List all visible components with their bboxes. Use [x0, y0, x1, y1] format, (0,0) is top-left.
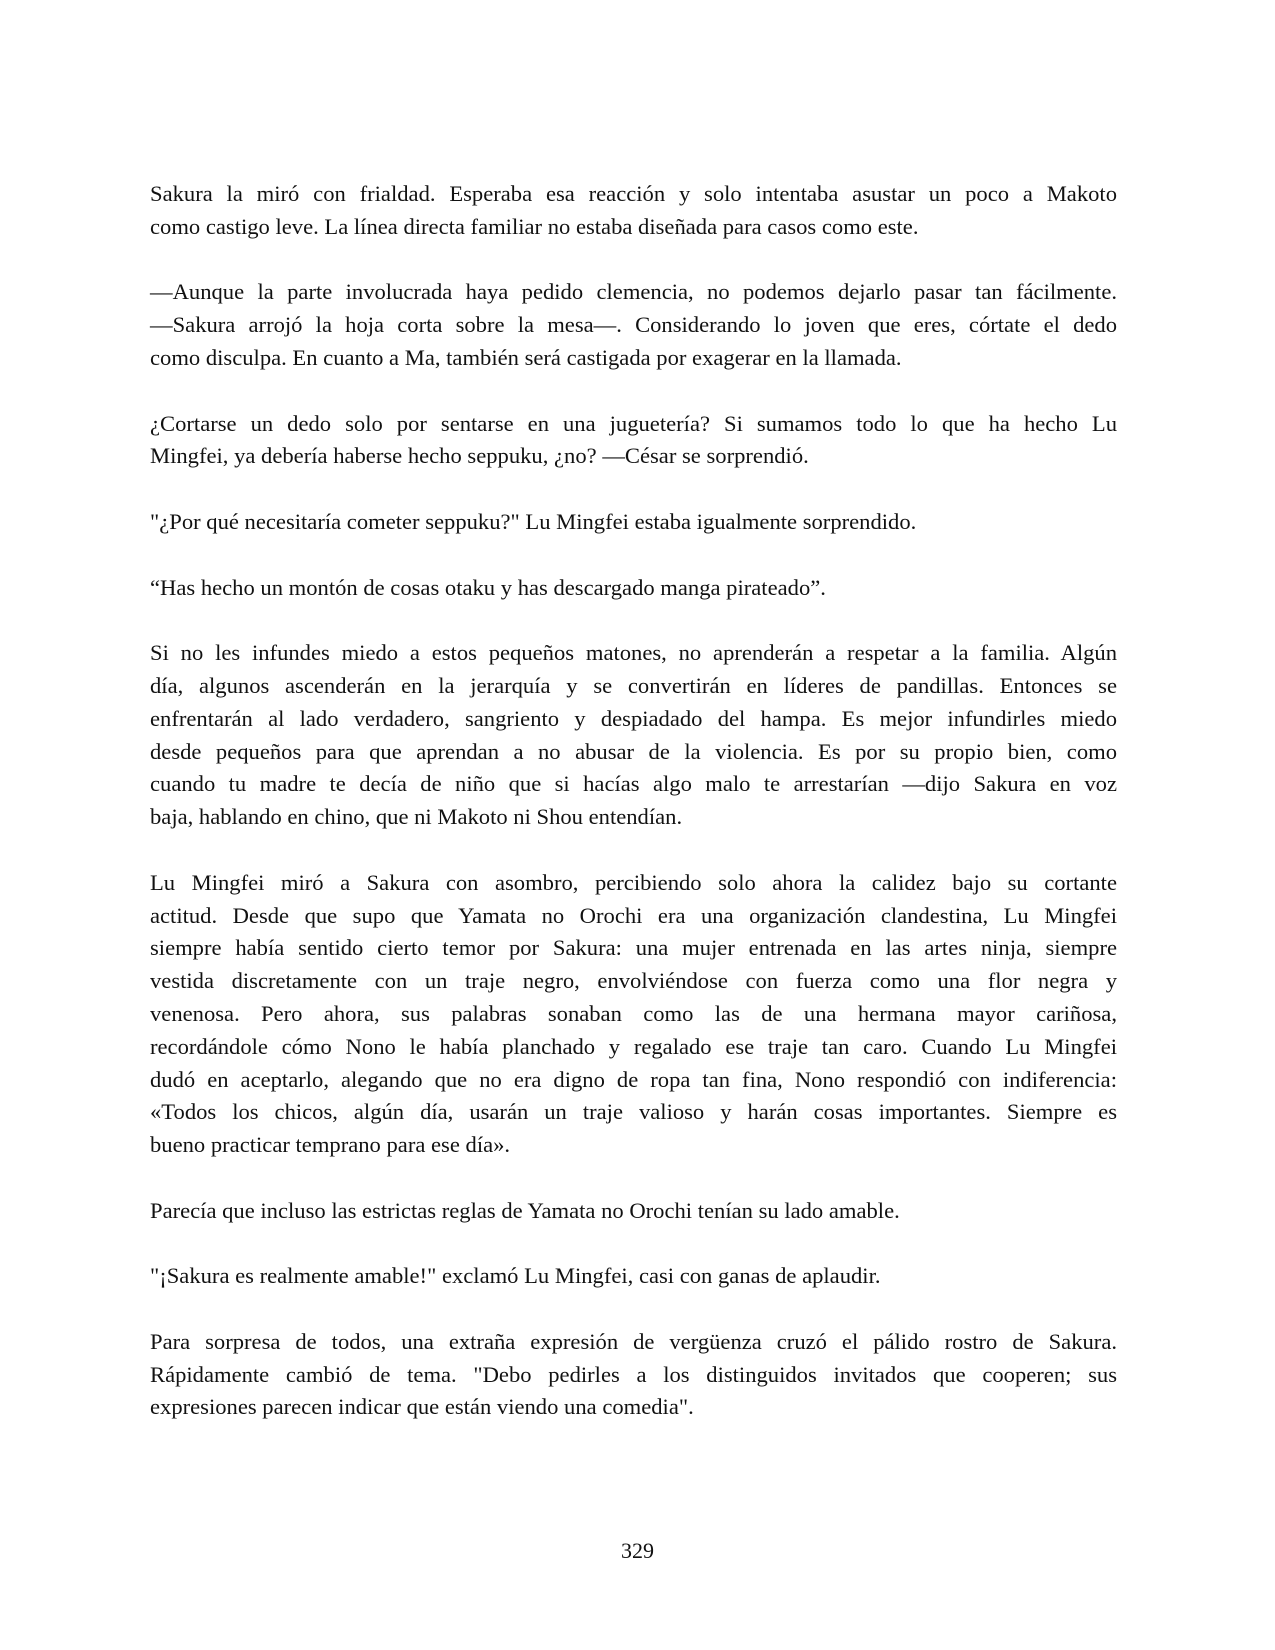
- text-line: Si no les infundes miedo a estos pequeños matones, no aprenderán a respetar a la familia. Algún: [150, 640, 1117, 666]
- paragraph: [150, 867, 1117, 1162]
- text-line: Sakura la miró con frialdad. Esperaba esa reacción y solo intentaba asustar un poco a Makoto: [150, 181, 1117, 206]
- text-line: expresiones parecen indicar que están viendo una comedia".: [150, 1394, 694, 1420]
- text-line: cuando tu madre te decía de niño que si hacías algo malo te arrestarían —dijo Sakura en voz: [150, 771, 1117, 797]
- text-line: desde pequeños para que aprendan a no abusar de la violencia. Es por su propio bien, como: [150, 738, 1117, 764]
- text-line: como castigo leve. La línea directa familiar no estaba diseñada para casos como este.: [150, 213, 919, 239]
- paragraph: [150, 276, 1117, 374]
- paragraph: [150, 637, 1117, 834]
- text-line: vestida discretamente con un traje negro, envolviéndose con fuerza como una flor negra y: [150, 968, 1117, 994]
- page-number: 329: [621, 1538, 654, 1563]
- text-line: bueno practicar temprano para ese día».: [150, 1132, 511, 1158]
- paragraph: [150, 1260, 1117, 1293]
- text-line: Para sorpresa de todos, una extraña expresión de vergüenza cruzó el pálido rostro de Sakura.: [150, 1328, 1117, 1354]
- text-line: día, algunos ascenderán en la jerarquía y se convertirán en líderes de pandillas. Entonces se: [150, 672, 1117, 698]
- paragraph: [150, 408, 1117, 474]
- text-line: —Aunque la parte involucrada haya pedido clemencia, no podemos dejarlo pasar tan fácilmente.: [150, 279, 1117, 305]
- text-line: recordándole cómo Nono le había planchado y regalado ese traje tan caro. Cuando Lu Mingfei: [150, 1033, 1117, 1059]
- text-line: enfrentarán al lado verdadero, sangriento y despiadado del hampa. Es mejor infundirles miedo: [150, 705, 1117, 731]
- text-line: “Has hecho un montón de cosas otaku y has descargado manga pirateado”.: [150, 574, 826, 600]
- paragraph: [150, 572, 1117, 605]
- text-line: ¿Cortarse un dedo solo por sentarse en una juguetería? Si sumamos todo lo que ha hecho Lu: [150, 410, 1117, 436]
- text-line: actitud. Desde que supo que Yamata no Orochi era una organización clandestina, Lu Mingfei: [150, 902, 1117, 928]
- paragraph: [150, 1326, 1117, 1424]
- text-line: Lu Mingfei miró a Sakura con asombro, percibiendo solo ahora la calidez bajo su cortante: [150, 869, 1117, 895]
- text-line: Mingfei, ya debería haberse hecho seppuku, ¿no? —César se sorprendió.: [150, 443, 809, 469]
- body-text: [150, 178, 1117, 1457]
- paragraph: [150, 178, 1117, 244]
- text-line: "¿Por qué necesitaría cometer seppuku?" Lu Mingfei estaba igualmente sorprendido.: [150, 508, 917, 534]
- text-line: «Todos los chicos, algún día, usarán un traje valioso y harán cosas importantes. Siempre es: [150, 1099, 1117, 1125]
- text-line: —Sakura arrojó la hoja corta sobre la mesa—. Considerando lo joven que eres, córtate el dedo: [150, 312, 1117, 338]
- text-line: Parecía que incluso las estrictas reglas de Yamata no Orochi tenían su lado amable.: [150, 1197, 900, 1223]
- text-line: Rápidamente cambió de tema. "Debo pedirles a los distinguidos invitados que cooperen; sus: [150, 1361, 1117, 1387]
- text-line: como disculpa. En cuanto a Ma, también será castigada por exagerar en la llamada.: [150, 344, 902, 370]
- paragraph: [150, 506, 1117, 539]
- text-line: venenosa. Pero ahora, sus palabras sonaban como las de una hermana mayor cariñosa,: [150, 1000, 1117, 1026]
- text-line: "¡Sakura es realmente amable!" exclamó Lu Mingfei, casi con ganas de aplaudir.: [150, 1263, 881, 1289]
- text-line: siempre había sentido cierto temor por Sakura: una mujer entrenada en las artes ninja, siempre: [150, 935, 1117, 961]
- text-line: dudó en aceptarlo, alegando que no era digno de ropa tan fina, Nono respondió con indiferencia:: [150, 1066, 1117, 1092]
- text-line: baja, hablando en chino, que ni Makoto ni Shou entendían.: [150, 804, 683, 830]
- paragraph: [150, 1195, 1117, 1228]
